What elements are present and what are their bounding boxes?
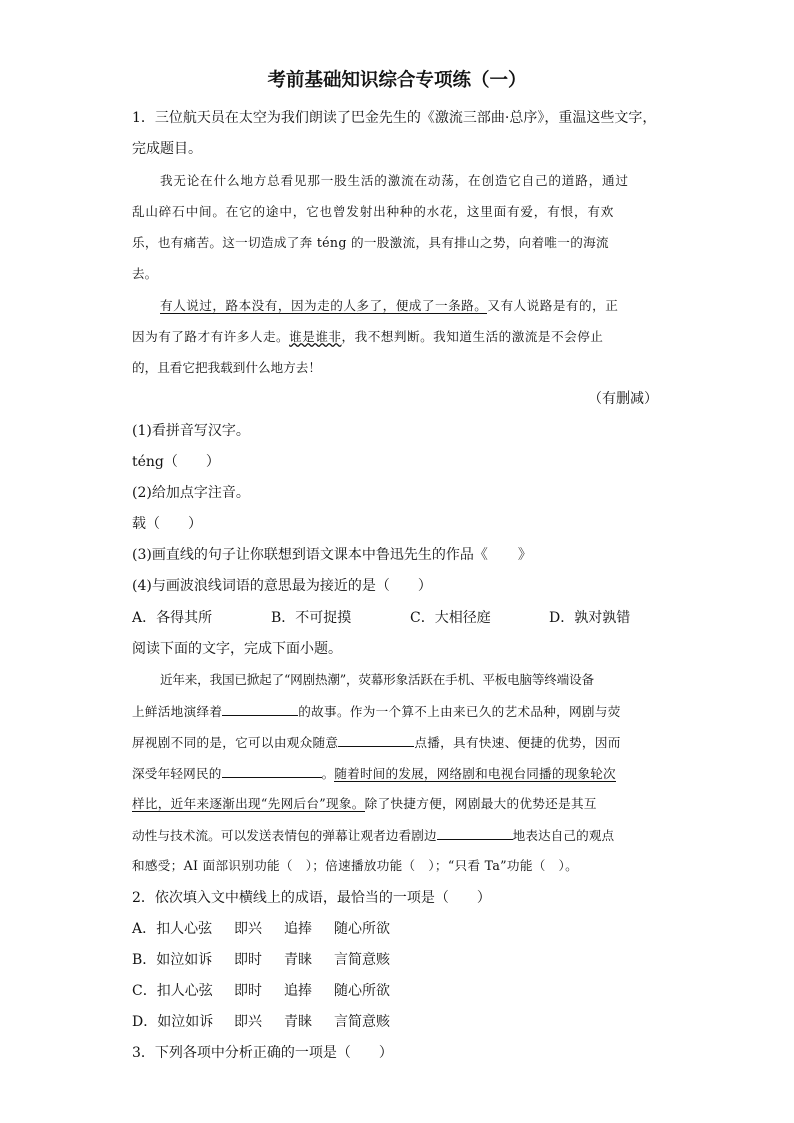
wavy-underlined-word: 谁是谁非 bbox=[289, 329, 342, 344]
passage1-line: 我无论在什么地方总看见那一股生活的激流在动荡，在创造它自己的道路，通过 bbox=[160, 173, 629, 188]
page-title: 考前基础知识综合专项练（一） bbox=[267, 70, 527, 91]
passage-text: 深受年轻网民的 bbox=[132, 766, 222, 781]
q1-sub3-text: (3)画直线的句子让你联想到语文课本中鲁迅先生的作品《 bbox=[132, 547, 488, 563]
option-d: D．孰对孰错 bbox=[549, 610, 631, 626]
q1-sub1-answer: téng（ ） bbox=[132, 454, 220, 470]
passage1-line: 的，且看它把我载到什么地方去！ bbox=[132, 360, 321, 375]
q2-option-word: 即兴 bbox=[234, 1014, 262, 1030]
underlined-sentence: 有人说过，路本没有，因为走的人多了，便成了一条路。 bbox=[160, 298, 488, 313]
passage2-line bbox=[132, 794, 597, 814]
fill-blank bbox=[338, 732, 414, 747]
passage1-line: 乐，也有痛苦。这一切造成了奔 téng 的一股激流，具有排山之势，向着唯一的海流 bbox=[132, 235, 609, 250]
passage2-line bbox=[132, 825, 614, 846]
underlined-sentence: 样比，近年来逐渐出现“先网后台”现象。 bbox=[132, 796, 365, 811]
q2-option-c bbox=[132, 981, 390, 1001]
q2-option-word: 追捧 bbox=[284, 983, 312, 999]
option-a: A．各得其所 bbox=[132, 610, 213, 626]
q1-stem-line2: 完成题目。 bbox=[132, 141, 202, 157]
q1-sub4: (4)与画波浪线词语的意思最为接近的是（ ） bbox=[132, 578, 432, 594]
q2-option-word: 即时 bbox=[234, 983, 262, 999]
option-b: B．不可捉摸 bbox=[271, 610, 352, 626]
passage1-line bbox=[160, 296, 618, 316]
q1-stem-line1: 1．三位航天员在太空为我们朗读了巴金先生的《激流三部曲·总序》，重温这些文字， bbox=[132, 110, 657, 126]
q2-option-word: D．如泣如诉 bbox=[132, 1014, 214, 1030]
reading-intro: 阅读下面的文字，完成下面小题。 bbox=[132, 641, 342, 657]
passage2-line bbox=[132, 732, 621, 753]
q2-option-b bbox=[132, 950, 390, 970]
q2-option-word: 随心所欲 bbox=[334, 921, 390, 937]
passage-text: 。 bbox=[321, 766, 335, 781]
q2-option-word: 青睐 bbox=[284, 1014, 312, 1030]
q2-option-word: 言简意赅 bbox=[334, 952, 390, 968]
q1-sub3-close: 》 bbox=[517, 547, 532, 563]
passage-text: 地表达自己的观点 bbox=[512, 828, 615, 843]
passage1-line bbox=[132, 327, 603, 347]
passage-text: 屏视剧不同的是，它可以由观众随意 bbox=[132, 735, 339, 750]
passage-text: 点播，具有快速、便捷的优势，因而 bbox=[414, 735, 621, 750]
fill-blank bbox=[222, 763, 322, 778]
q2-option-word: C．扣人心弦 bbox=[132, 983, 213, 999]
q2-option-word: B．如泣如诉 bbox=[132, 952, 213, 968]
passage-source: （有删减） bbox=[588, 391, 658, 407]
q3-stem: 3．下列各项中分析正确的一项是（ ） bbox=[132, 1045, 393, 1061]
q2-option-word: 言简意赅 bbox=[334, 1014, 390, 1030]
fill-blank bbox=[437, 825, 513, 840]
passage2-line bbox=[132, 763, 616, 784]
passage2-line: 近年来，我国已掀起了“网剧热潮”，荧幕形象活跃在手机、平板电脑等终端设备 bbox=[160, 672, 594, 687]
q2-option-word: 即兴 bbox=[234, 921, 262, 937]
passage1-line: 乱山碎石中间。在它的途中，它也曾发射出种种的水花，这里面有爱，有恨，有欢 bbox=[132, 204, 615, 219]
passage-text: 除了快捷方便，网剧最大的优势还是其互 bbox=[364, 796, 597, 811]
passage-text: 上鲜活地演绎着 bbox=[132, 704, 223, 719]
q2-option-word: 追捧 bbox=[284, 921, 312, 937]
passage-text: 的故事。作为一个算不上由来已久的艺术品种，网剧与荧 bbox=[298, 704, 621, 719]
q1-options bbox=[132, 608, 630, 628]
option-c: C．大相径庭 bbox=[410, 610, 491, 626]
passage-text: 动性与技术流。可以发送表情包的弹幕让观者边看剧边 bbox=[132, 828, 437, 843]
q2-option-word: A．扣人心弦 bbox=[132, 921, 213, 937]
q2-stem: 2．依次填入文中横线上的成语，最恰当的一项是（ ） bbox=[132, 890, 491, 906]
passage-text: 又有人说路是有的，正 bbox=[487, 298, 619, 313]
passage1-line: 去。 bbox=[132, 266, 158, 281]
passage2-line bbox=[132, 701, 621, 722]
q2-option-word: 即时 bbox=[234, 952, 262, 968]
passage-text: ，我不想判断。我知道生活的激流是不会停止 bbox=[341, 329, 604, 344]
q1-sub1: (1)看拼音写汉字。 bbox=[132, 423, 250, 439]
underlined-sentence: 随着时间的发展，网络剧和电视台同播的现象轮次 bbox=[334, 766, 616, 781]
q2-option-word: 青睐 bbox=[284, 952, 312, 968]
q2-option-word: 随心所欲 bbox=[334, 983, 390, 999]
fill-blank bbox=[222, 701, 298, 716]
q2-option-a bbox=[132, 919, 390, 939]
passage2-line: 和感受；AI 面部识别功能（ ）；倍速播放功能（ ）；“只看 Ta”功能（ ）。 bbox=[132, 858, 578, 873]
q1-sub2-answer: 载（ ） bbox=[132, 516, 202, 532]
q1-sub3 bbox=[132, 545, 532, 565]
q1-sub2: (2)给加点字注音。 bbox=[132, 485, 250, 501]
q2-option-d bbox=[132, 1012, 390, 1032]
passage-text: 因为有了路才有许多人走。 bbox=[132, 329, 290, 344]
